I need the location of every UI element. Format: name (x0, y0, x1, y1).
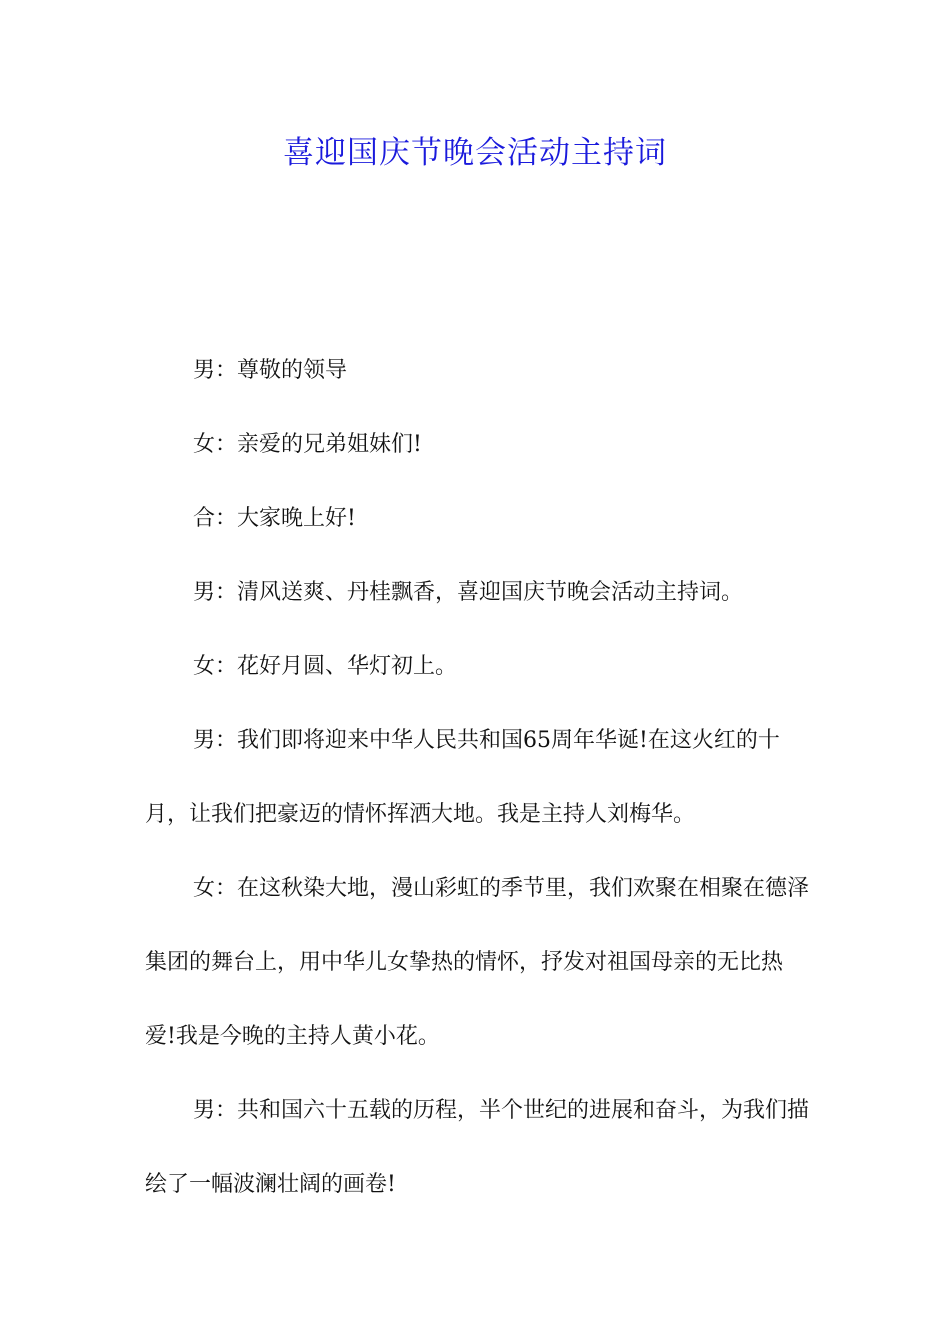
document-title: 喜迎国庆节晚会活动主持词 (283, 135, 667, 171)
paragraph: 合：大家晚上好! (193, 506, 356, 531)
paragraph: 男：尊敬的领导 (193, 358, 348, 383)
paragraph: 男：清风送爽、丹桂飘香，喜迎国庆节晚会活动主持词。 (193, 580, 744, 605)
paragraph: 女：亲爱的兄弟姐妹们! (193, 432, 422, 457)
paragraph: 男：共和国六十五载的历程，半个世纪的进展和奋斗，为我们描绘了一幅波澜壮阔的画卷! (145, 1098, 810, 1197)
document-body (145, 334, 809, 1222)
paragraph: 女：花好月圆、华灯初上。 (193, 654, 458, 679)
paragraph: 男：我们即将迎来中华人民共和国65周年华诞!在这火红的十月，让我们把豪迈的情怀挥洒大地。我是主持人刘梅华。 (145, 728, 780, 827)
paragraph: 女：在这秋染大地，漫山彩虹的季节里，我们欢聚在相聚在德泽集团的舞台上，用中华儿女挚热的情怀，抒发对祖国母亲的无比热爱!我是今晚的主持人黄小花。 (145, 876, 810, 1049)
